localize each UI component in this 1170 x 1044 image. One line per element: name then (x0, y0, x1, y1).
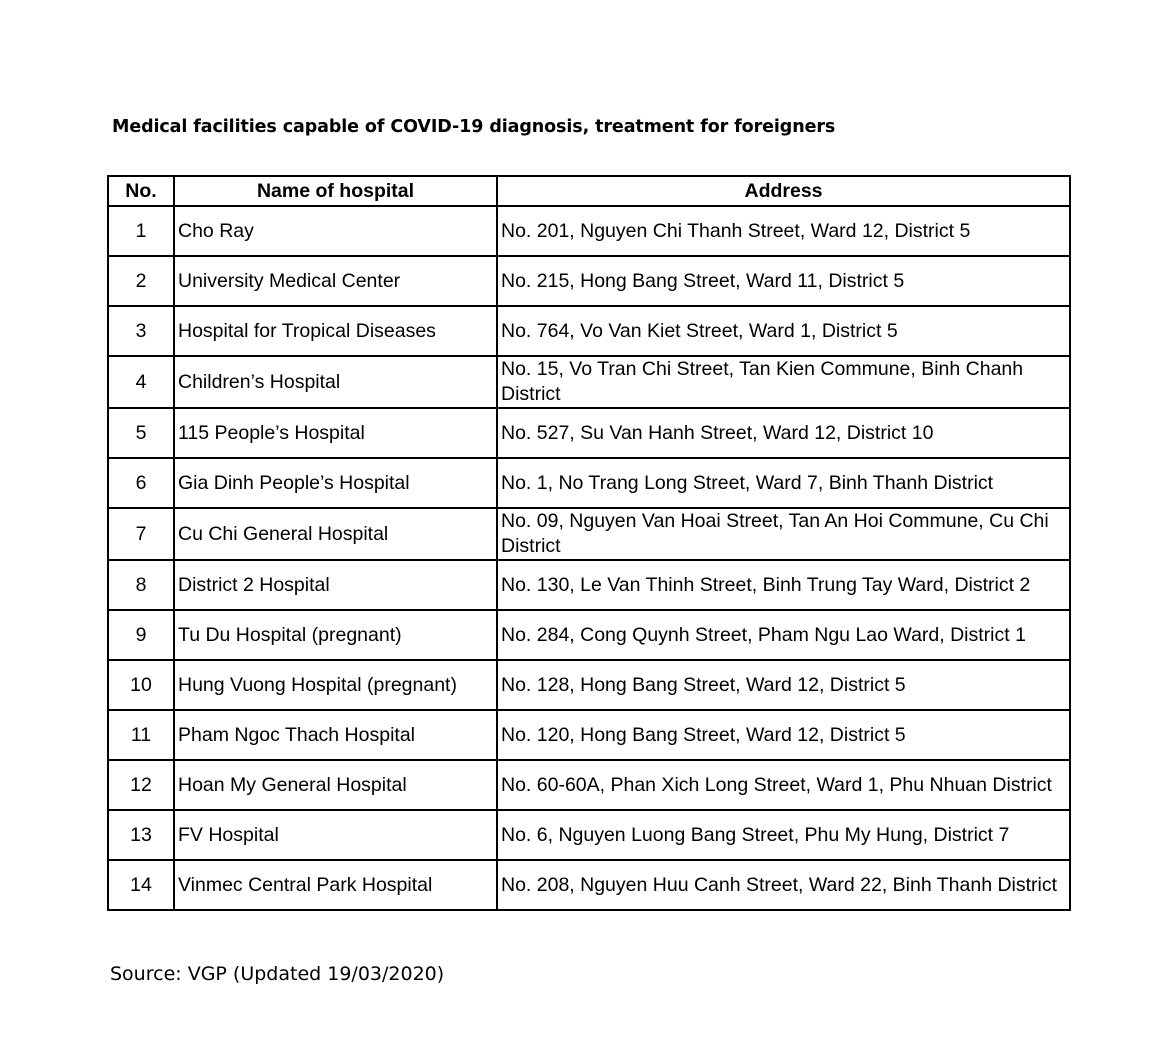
hospital-name: Children’s Hospital (174, 356, 497, 408)
row-number: 6 (108, 458, 174, 508)
source-note: Source: VGP (Updated 19/03/2020) (110, 963, 445, 985)
table-row (108, 408, 1070, 458)
table-row (108, 810, 1070, 860)
hospital-name: Vinmec Central Park Hospital (174, 860, 497, 910)
hospital-address: No. 201, Nguyen Chi Thanh Street, Ward 12, District 5 (497, 206, 1070, 256)
row-number: 12 (108, 760, 174, 810)
table-row (108, 356, 1070, 408)
row-number: 2 (108, 256, 174, 306)
table-row (108, 458, 1070, 508)
table-row (108, 660, 1070, 710)
hospital-name: University Medical Center (174, 256, 497, 306)
row-number: 9 (108, 610, 174, 660)
row-number: 13 (108, 810, 174, 860)
row-number: 4 (108, 356, 174, 408)
row-number: 1 (108, 206, 174, 256)
hospital-address: No. 527, Su Van Hanh Street, Ward 12, District 10 (497, 408, 1070, 458)
row-number: 8 (108, 560, 174, 610)
table-row (108, 860, 1070, 910)
hospital-address: No. 15, Vo Tran Chi Street, Tan Kien Commune, Binh Chanh District (497, 356, 1070, 408)
row-number: 14 (108, 860, 174, 910)
hospital-address: No. 6, Nguyen Luong Bang Street, Phu My Hung, District 7 (497, 810, 1070, 860)
hospital-name: Hung Vuong Hospital (pregnant) (174, 660, 497, 710)
table-row (108, 560, 1070, 610)
row-number: 5 (108, 408, 174, 458)
hospital-name: Cho Ray (174, 206, 497, 256)
table-row (108, 610, 1070, 660)
header-address: Address (497, 176, 1070, 206)
header-no: No. (108, 176, 174, 206)
hospital-address: No. 1, No Trang Long Street, Ward 7, Binh Thanh District (497, 458, 1070, 508)
hospital-name: Tu Du Hospital (pregnant) (174, 610, 497, 660)
row-number: 3 (108, 306, 174, 356)
row-number: 11 (108, 710, 174, 760)
hospital-name: Pham Ngoc Thach Hospital (174, 710, 497, 760)
table-row (108, 306, 1070, 356)
hospital-address: No. 208, Nguyen Huu Canh Street, Ward 22, Binh Thanh District (497, 860, 1070, 910)
hospital-address: No. 130, Le Van Thinh Street, Binh Trung Tay Ward, District 2 (497, 560, 1070, 610)
hospital-table (107, 175, 1071, 911)
table-header-row (108, 176, 1070, 206)
table-row (108, 508, 1070, 560)
hospital-address: No. 284, Cong Quynh Street, Pham Ngu Lao Ward, District 1 (497, 610, 1070, 660)
hospital-address: No. 09, Nguyen Van Hoai Street, Tan An Hoi Commune, Cu Chi District (497, 508, 1070, 560)
hospital-name: District 2 Hospital (174, 560, 497, 610)
hospital-name: Gia Dinh People’s Hospital (174, 458, 497, 508)
hospital-name: Cu Chi General Hospital (174, 508, 497, 560)
hospital-name: Hospital for Tropical Diseases (174, 306, 497, 356)
hospital-address: No. 764, Vo Van Kiet Street, Ward 1, District 5 (497, 306, 1070, 356)
header-hospital-name: Name of hospital (174, 176, 497, 206)
hospital-name: Hoan My General Hospital (174, 760, 497, 810)
document-title: Medical facilities capable of COVID-19 diagnosis, treatment for foreigners (112, 117, 836, 137)
hospital-address: No. 215, Hong Bang Street, Ward 11, District 5 (497, 256, 1070, 306)
table-row (108, 206, 1070, 256)
table-row (108, 256, 1070, 306)
table-row (108, 710, 1070, 760)
hospital-address: No. 120, Hong Bang Street, Ward 12, District 5 (497, 710, 1070, 760)
row-number: 7 (108, 508, 174, 560)
hospital-address: No. 128, Hong Bang Street, Ward 12, District 5 (497, 660, 1070, 710)
hospital-address: No. 60-60A, Phan Xich Long Street, Ward 1, Phu Nhuan District (497, 760, 1070, 810)
hospital-name: FV Hospital (174, 810, 497, 860)
row-number: 10 (108, 660, 174, 710)
table-row (108, 760, 1070, 810)
hospital-name: 115 People’s Hospital (174, 408, 497, 458)
